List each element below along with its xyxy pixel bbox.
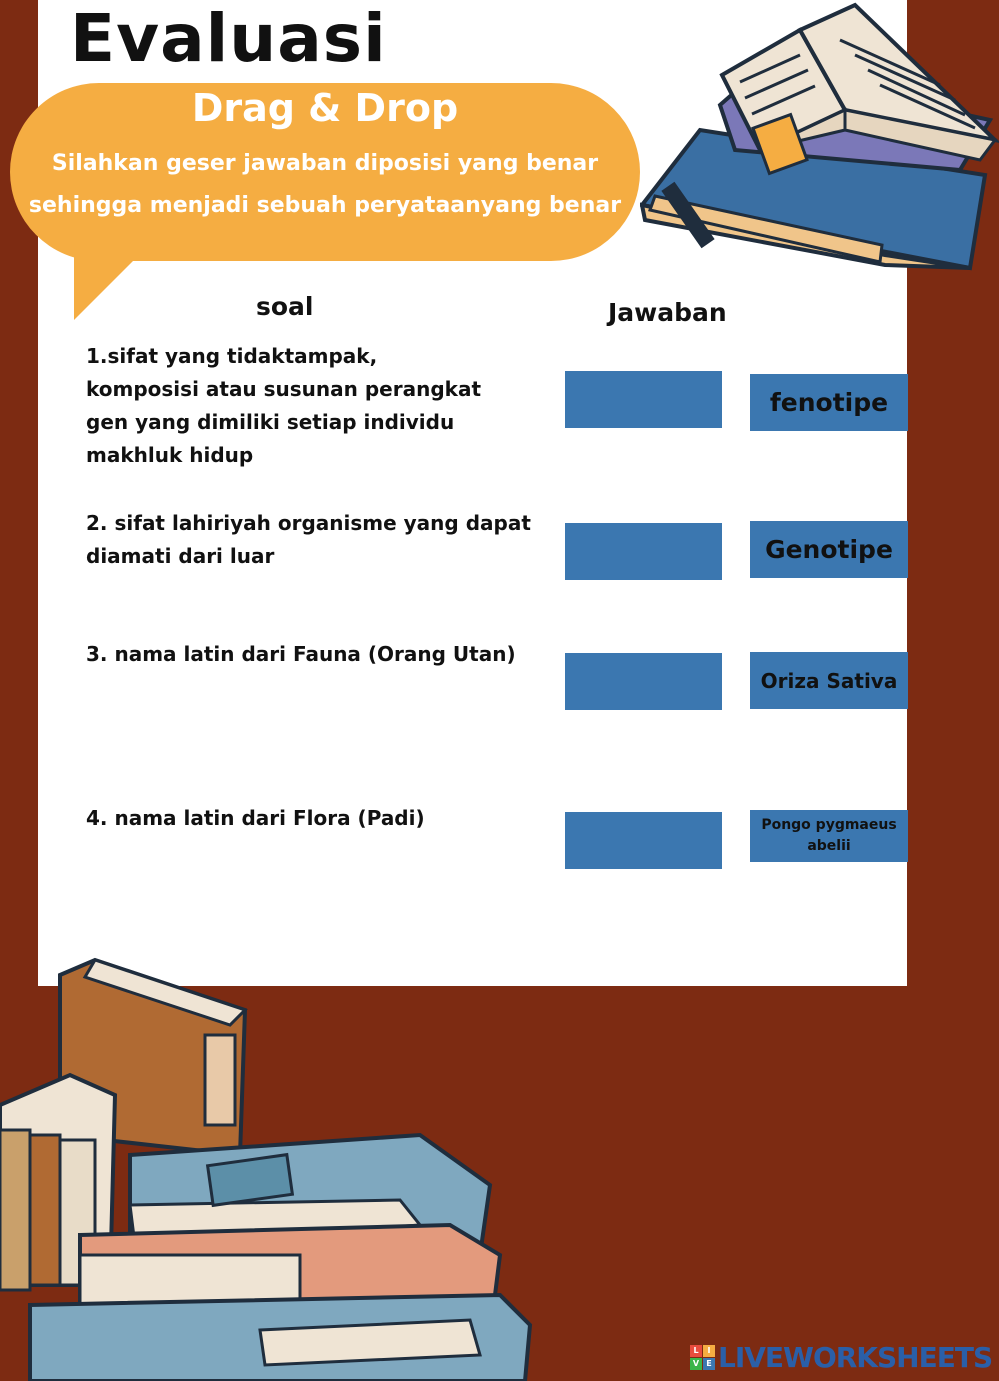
question-1: 1.sifat yang tidaktampak, komposisi atau susunan perangkat gen yang dimiliki setiap individu makhluk hidup [86, 344, 482, 467]
instruction-heading: Drag & Drop [191, 86, 459, 130]
answer-chip-oriza-sativa[interactable]: Oriza Sativa [750, 652, 908, 709]
logo-tile-e: E [703, 1358, 715, 1370]
question-3: 3. nama latin dari Fauna (Orang Utan) [86, 642, 516, 666]
answer-chip-genotipe[interactable]: Genotipe [750, 521, 908, 578]
book-pile-illustration [0, 955, 560, 1381]
liveworksheets-logo[interactable] [690, 1340, 992, 1374]
logo-tile-i: I [703, 1345, 715, 1357]
liveworksheets-logo-icon [690, 1345, 715, 1370]
question-4: 4. nama latin dari Flora (Padi) [86, 806, 425, 830]
bubble-tail [74, 240, 154, 320]
drop-zone-2[interactable] [565, 523, 722, 580]
answer-chip-pongo-pygmaeus[interactable]: Pongo pygmaeus abelii [750, 810, 908, 862]
drop-zone-1[interactable] [565, 371, 722, 428]
answer-chip-fenotipe[interactable]: fenotipe [750, 374, 908, 431]
question-column-header: soal [256, 292, 314, 321]
page-title: Evaluasi [70, 0, 387, 77]
open-book-illustration [640, 0, 999, 280]
question-2: 2. sifat lahiriyah organisme yang dapat diamati dari luar [86, 511, 531, 568]
liveworksheets-wordmark: LIVEWORKSHEETS [718, 1340, 993, 1374]
drop-zone-3[interactable] [565, 653, 722, 710]
answer-column-header: Jawaban [608, 298, 727, 327]
logo-tile-l: L [690, 1345, 702, 1357]
instruction-text: Silahkan geser jawaban diposisi yang benar sehingga menjadi sebuah peryataanyang benar [28, 151, 622, 218]
logo-tile-v: V [690, 1358, 702, 1370]
drop-zone-4[interactable] [565, 812, 722, 869]
